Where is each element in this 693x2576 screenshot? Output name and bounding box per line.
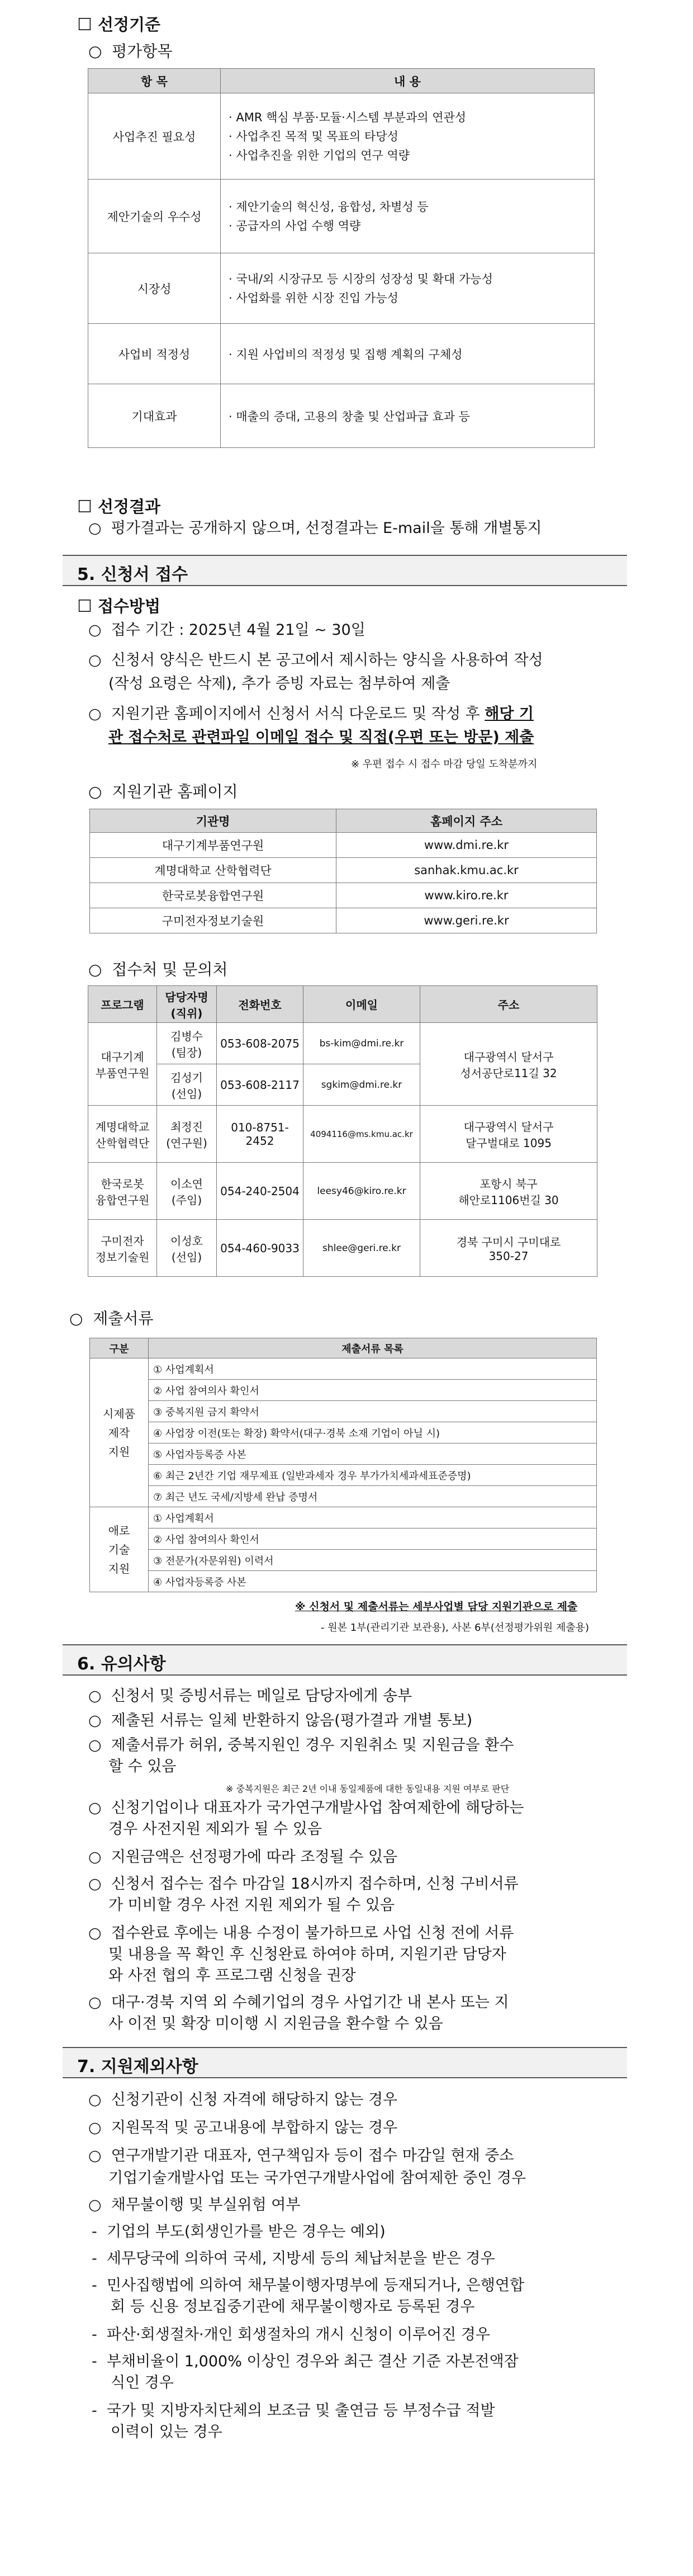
doc-item: ⑥ 최근 2년간 기업 재무제표 (일반과세자 경우 부가가치세과세표준증명) — [149, 1465, 597, 1486]
doc-item: ③ 중복지원 금지 확약서 — [149, 1401, 597, 1422]
caution-note: ※ 중복지원은 최근 2년 이내 동일제품에 대한 동일내용 지원 여부로 판단 — [226, 1784, 510, 1794]
doc-item: ② 사업 참여의사 확인서 — [149, 1528, 597, 1550]
address: 대구광역시 달서구 성서공단로11길 32 — [420, 1023, 597, 1106]
caution-item-cont: 사 이전 및 확장 미이행 시 지원금을 환수할 수 있음 — [108, 2015, 443, 2032]
col-docs: 제출서류 목록 — [149, 1338, 597, 1358]
manager-name: 김병수 (팀장) — [157, 1023, 217, 1064]
phone: 054-240-2504 — [217, 1163, 303, 1220]
caution-item: ○ 접수완료 후에는 내용 수정이 불가하므로 사업 신청 전에 서류 — [88, 1924, 514, 1942]
homepage-subheading: ○ 지원기관 홈페이지 — [88, 782, 238, 801]
col-phone: 전화번호 — [217, 986, 303, 1023]
contact-table — [88, 985, 597, 1277]
exclusion-dash-cont: 회 등 신용 정보집중기관에 채무불이행자로 등록된 경우 — [111, 2298, 475, 2315]
section-5-title: 5. 신청서 접수 — [77, 565, 188, 584]
exclusion-dash: - 국가 및 지방자치단체의 보조금 및 출연금 등 부정수급 적발 — [92, 2402, 495, 2419]
col-program: 프로그램 — [88, 986, 157, 1023]
form-line: ○ 신청서 양식은 반드시 본 공고에서 제시하는 양식을 사용하여 작성 — [88, 652, 543, 669]
manager-name: 이성호 (선임) — [157, 1220, 217, 1277]
criteria-item: 사업추진 필요성 — [88, 93, 221, 180]
org-name: 대구기계부품연구원 — [90, 833, 336, 858]
caution-item: ○ 지원금액은 선정평가에 따라 조정될 수 있음 — [88, 1848, 398, 1866]
criteria-content: · 지원 사업비의 적정성 및 집행 계획의 구체성 — [221, 324, 595, 384]
download-line-2: 관 접수처로 관련파일 이메일 접수 및 직접(우편 또는 방문) 제출 — [108, 729, 534, 746]
docs-note-2: - 원본 1부(관리기관 보관용), 사본 6부(선정평가위원 제출용) — [321, 1622, 590, 1634]
caution-item-cont: 와 사전 협의 후 프로그램 신청을 권장 — [108, 1967, 356, 1984]
col-org: 기관명 — [90, 809, 336, 833]
doc-item: ① 사업계획서 — [149, 1507, 597, 1528]
criteria-content: · AMR 핵심 부품·모듈·시스템 부분과의 연관성 · 사업추진 목적 및 목표의 타당성 · 사업추진을 위한 기업의 연구 역량 — [221, 93, 595, 180]
address: 경북 구미시 구미대로 350-27 — [420, 1220, 597, 1277]
docs-table — [89, 1338, 597, 1592]
criteria-item: 기대효과 — [88, 384, 221, 448]
exclusion-dash: - 민사집행법에 의하여 채무불이행자명부에 등재되거나, 은행연합 — [92, 2277, 525, 2294]
caution-item: ○ 신청서 및 증빙서류는 메일로 담당자에게 송부 — [88, 1687, 412, 1705]
checkbox-square-icon: ☐ — [77, 497, 92, 517]
caution-item-cont: 경우 사전지원 제외가 될 수 있음 — [108, 1820, 322, 1838]
org-name: 구미전자정보기술원 — [90, 908, 336, 933]
col-content: 내 용 — [221, 69, 595, 93]
criteria-content: · 매출의 증대, 고용의 창출 및 산업파급 효과 등 — [221, 384, 595, 448]
criteria-table — [88, 68, 595, 448]
caution-item: ○ 제출서류가 허위, 중복지원인 경우 지원취소 및 지원금을 환수 — [88, 1737, 514, 1754]
col-item: 항 목 — [88, 69, 221, 93]
homepage-link[interactable]: sanhak.kmu.ac.kr — [336, 858, 597, 883]
exclusion-dash-cont: 식인 경우 — [111, 2374, 174, 2391]
criteria-item: 사업비 적정성 — [88, 324, 221, 384]
caution-item: ○ 대구·경북 지역 외 수혜기업의 경우 사업기간 내 본사 또는 지 — [88, 1994, 509, 2011]
homepage-link[interactable]: www.geri.re.kr — [336, 908, 597, 933]
manager-name: 김성기 (선임) — [157, 1064, 217, 1106]
col-manager: 담당자명 (직위) — [157, 986, 217, 1023]
email[interactable]: sgkim@dmi.re.kr — [303, 1064, 420, 1106]
col-url: 홈페이지 주소 — [336, 809, 597, 833]
checkbox-square-icon: ☐ — [77, 597, 92, 616]
email[interactable]: 4094116@ms.kmu.ac.kr — [303, 1106, 420, 1163]
criteria-content: · 제안기술의 혁신성, 융합성, 차별성 등 · 공급자의 사업 수행 역량 — [221, 180, 595, 253]
phone: 053-608-2075 — [217, 1023, 303, 1064]
caution-item-cont: 및 내용을 꼭 확인 후 신청완료 하여야 하며, 지원기관 담당자 — [108, 1946, 506, 1963]
criteria-item: 제안기술의 우수성 — [88, 180, 221, 253]
address: 포항시 북구 해안로1106번길 30 — [420, 1163, 597, 1220]
contact-subheading: ○ 접수처 및 문의처 — [88, 960, 228, 979]
result-heading: ☐ 선정결과 — [77, 497, 161, 517]
exclusion-dash: - 부채비율이 1,000% 이상인 경우와 최근 결산 기준 자본전액잠 — [92, 2353, 519, 2370]
col-address: 주소 — [420, 986, 597, 1023]
email[interactable]: leesy46@kiro.re.kr — [303, 1163, 420, 1220]
doc-item: ③ 전문가(자문위원) 이력서 — [149, 1550, 597, 1571]
mail-note: ※ 우편 접수 시 접수 마감 당일 도착분까지 — [351, 758, 538, 770]
download-line: ○ 지원기관 홈페이지에서 신청서 서식 다운로드 및 작성 후 해당 기 — [88, 705, 534, 723]
criteria-subheading: ○ 평가항목 — [88, 42, 173, 60]
result-line: ○ 평가결과는 공개하지 않으며, 선정결과는 E-mail을 통해 개별통지 — [88, 520, 542, 537]
section-6-bar — [63, 1644, 627, 1676]
homepage-table — [89, 809, 597, 933]
doc-item: ② 사업 참여의사 확인서 — [149, 1380, 597, 1401]
section-5-bar — [63, 555, 627, 586]
exclusion-item: ○ 신청기관이 신청 자격에 해당하지 않는 경우 — [88, 2091, 398, 2108]
program-org: 구미전자 정보기술원 — [88, 1220, 157, 1277]
doc-group: 시제품 제작 지원 — [90, 1358, 149, 1507]
caution-item: ○ 신청기업이나 대표자가 국가연구개발사업 참여제한에 해당하는 — [88, 1799, 524, 1817]
program-org: 계명대학교 산학협력단 — [88, 1106, 157, 1163]
exclusion-dash: - 세무당국에 의하여 국세, 지방세 등의 체납처분을 받은 경우 — [92, 2250, 495, 2267]
col-category: 구분 — [90, 1338, 149, 1358]
exclusion-item: ○ 지원목적 및 공고내용에 부합하지 않는 경우 — [88, 2119, 398, 2136]
homepage-link[interactable]: www.kiro.re.kr — [336, 883, 597, 908]
org-name: 계명대학교 산학협력단 — [90, 858, 336, 883]
email[interactable]: shlee@geri.re.kr — [303, 1220, 420, 1277]
manager-name: 최정진 (연구원) — [157, 1106, 217, 1163]
form-line-2: (작성 요령은 삭제), 추가 증빙 자료는 첨부하여 제출 — [108, 675, 450, 692]
org-name: 한국로봇융합연구원 — [90, 883, 336, 908]
phone: 054-460-9033 — [217, 1220, 303, 1277]
doc-item: ① 사업계획서 — [149, 1358, 597, 1380]
section-7-bar — [63, 2047, 627, 2078]
manager-name: 이소연 (주임) — [157, 1163, 217, 1220]
exclusion-dash: - 기업의 부도(회생인가를 받은 경우는 예외) — [92, 2223, 386, 2240]
exclusion-dash-cont: 이력이 있는 경우 — [111, 2423, 222, 2441]
caution-item-cont: 가 미비할 경우 사전 지원 제외가 될 수 있음 — [108, 1896, 395, 1914]
section-7-title: 7. 지원제외사항 — [77, 2057, 198, 2077]
checkbox-square-icon: ☐ — [77, 15, 92, 35]
criteria-content: · 국내/외 시장규모 등 시장의 성장성 및 확대 가능성 · 사업화를 위한 시장 진입 가능성 — [221, 253, 595, 324]
criteria-item: 시장성 — [88, 253, 221, 324]
caution-item-cont: 할 수 있음 — [108, 1758, 177, 1775]
docs-subheading: ○ 제출서류 — [69, 1309, 154, 1328]
exclusion-item: ○ 채무불이행 및 부실위험 여부 — [88, 2196, 301, 2214]
caution-item: ○ 제출된 서류는 일체 반환하지 않음(평가결과 개별 통보) — [88, 1712, 473, 1729]
col-email: 이메일 — [303, 986, 420, 1023]
caution-item: ○ 신청서 접수는 접수 마감일 18시까지 접수하며, 신청 구비서류 — [88, 1875, 519, 1893]
homepage-link[interactable]: www.dmi.re.kr — [336, 833, 597, 858]
email[interactable]: bs-kim@dmi.re.kr — [303, 1023, 420, 1064]
method-heading: ☐ 접수방법 — [77, 597, 161, 616]
doc-group: 애로 기술 지원 — [90, 1507, 149, 1592]
docs-note: ※ 신청서 및 제출서류는 세부사업별 담당 지원기관으로 제출 — [295, 1601, 578, 1613]
exclusion-item-cont: 기업기술개발사업 또는 국가연구개발사업에 참여제한 중인 경우 — [108, 2169, 526, 2187]
section-6-title: 6. 유의사항 — [77, 1654, 166, 1674]
program-org: 한국로봇 융합연구원 — [88, 1163, 157, 1220]
doc-item: ⑦ 최근 년도 국세/지방세 완납 증명서 — [149, 1486, 597, 1507]
criteria-heading: ☐ 선정기준 — [77, 15, 161, 35]
period-line: ○ 접수 기간 : 2025년 4월 21일 ~ 30일 — [88, 621, 366, 639]
doc-item: ④ 사업장 이전(또는 확장) 확약서(대구·경북 소재 기업이 아닐 시) — [149, 1422, 597, 1443]
phone: 010-8751-2452 — [217, 1106, 303, 1163]
address: 대구광역시 달서구 달구벌대로 1095 — [420, 1106, 597, 1163]
doc-item: ⑤ 사업자등록증 사본 — [149, 1443, 597, 1465]
phone: 053-608-2117 — [217, 1064, 303, 1106]
exclusion-item: ○ 연구개발기관 대표자, 연구책임자 등이 접수 마감일 현재 중소 — [88, 2147, 514, 2164]
program-org: 대구기계 부품연구원 — [88, 1023, 157, 1106]
exclusion-dash: - 파산·회생절차·개인 회생절차의 개시 신청이 이루어진 경우 — [92, 2326, 490, 2343]
doc-item: ④ 사업자등록증 사본 — [149, 1571, 597, 1592]
